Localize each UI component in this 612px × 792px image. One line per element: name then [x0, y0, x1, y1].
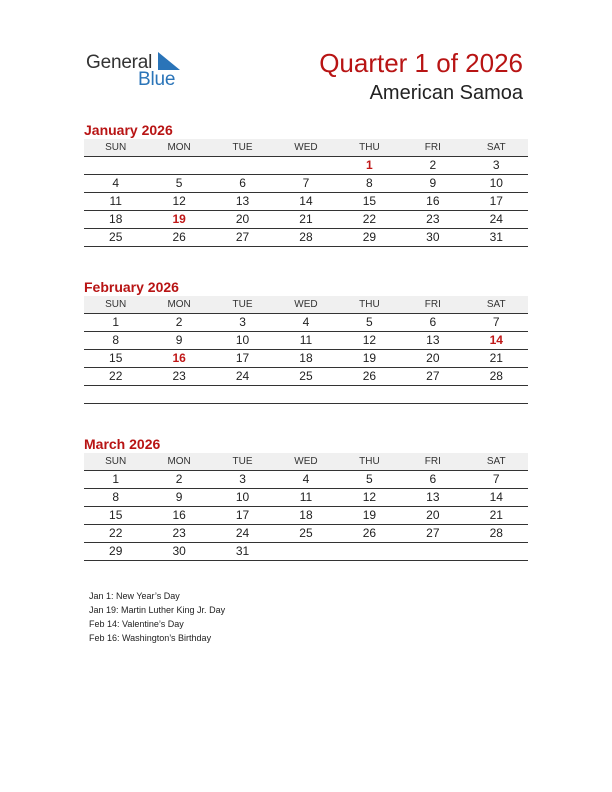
- day-cell: 28: [489, 369, 503, 383]
- day-cell: 8: [112, 333, 120, 347]
- weekday-header: MON: [167, 142, 191, 153]
- day-cell: [274, 543, 337, 560]
- day-cell: 21: [489, 508, 503, 522]
- day-cell: 9: [175, 333, 183, 347]
- month-calendar-january: [84, 121, 528, 247]
- day-cell: 13: [426, 490, 440, 504]
- weekday-header: THU: [359, 299, 380, 310]
- day-cell: 14: [489, 490, 503, 504]
- weekday-header: SUN: [105, 456, 127, 467]
- day-cell: [401, 543, 464, 560]
- day-cell: 17: [235, 351, 250, 365]
- day-cell: 25: [299, 526, 313, 540]
- day-cell: 15: [109, 508, 123, 522]
- week-row: [84, 489, 528, 507]
- logo-blue-text: Blue: [138, 69, 176, 90]
- day-cell: [147, 157, 210, 174]
- day-cell: 24: [235, 526, 250, 540]
- weekday-header: FRI: [424, 456, 441, 467]
- day-cell: [274, 386, 337, 403]
- day-cell: 10: [235, 490, 250, 504]
- day-cell: 17: [489, 194, 503, 208]
- month-title: January 2026: [84, 122, 173, 138]
- day-cell: 6: [429, 472, 437, 486]
- weekday-header: FRI: [424, 299, 441, 310]
- weekday-header: FRI: [424, 142, 441, 153]
- day-cell: 30: [426, 230, 440, 244]
- week-row: [84, 229, 528, 247]
- day-cell: 11: [299, 333, 313, 347]
- day-cell: 30: [172, 544, 186, 558]
- day-cell: 17: [235, 508, 250, 522]
- day-cell: [465, 386, 528, 403]
- day-cell: [401, 386, 464, 403]
- holiday-note: Jan 19: Martin Luther King Jr. Day: [89, 605, 226, 615]
- holiday-day-cell: 1: [366, 158, 373, 172]
- day-cell: 29: [109, 544, 123, 558]
- month-title: February 2026: [84, 279, 179, 295]
- weekday-header: SUN: [105, 299, 127, 310]
- day-cell: 8: [366, 176, 373, 190]
- day-cell: 22: [109, 526, 123, 540]
- day-cell: 15: [109, 351, 123, 365]
- day-cell: 28: [299, 230, 313, 244]
- day-cell: 31: [489, 230, 503, 244]
- week-row: [84, 157, 528, 175]
- day-cell: 23: [426, 212, 440, 226]
- day-cell: 5: [366, 472, 373, 486]
- day-cell: 27: [426, 526, 440, 540]
- day-cell: 13: [426, 333, 440, 347]
- day-cell: 20: [426, 508, 440, 522]
- day-cell: 21: [299, 212, 313, 226]
- day-cell: 8: [112, 490, 120, 504]
- day-cell: 10: [489, 176, 503, 190]
- weekday-header: WED: [294, 456, 318, 467]
- day-cell: 28: [489, 526, 503, 540]
- day-cell: 9: [175, 490, 183, 504]
- week-row: [84, 332, 528, 350]
- day-cell: [211, 386, 274, 403]
- day-cell: 14: [299, 194, 313, 208]
- day-cell: 22: [362, 212, 377, 226]
- logo-general-text: General: [86, 52, 153, 73]
- week-row: [84, 543, 528, 561]
- day-cell: 13: [235, 194, 250, 208]
- week-row: [84, 386, 528, 404]
- weekday-header: TUE: [232, 299, 253, 310]
- day-cell: 12: [362, 333, 377, 347]
- day-cell: 10: [235, 333, 250, 347]
- day-cell: 24: [235, 369, 250, 383]
- week-row: [84, 368, 528, 386]
- day-cell: 31: [235, 544, 250, 558]
- day-cell: 5: [175, 176, 183, 190]
- week-row: [84, 211, 528, 229]
- day-cell: 26: [362, 526, 377, 540]
- weekday-header: MON: [167, 299, 191, 310]
- day-cell: 4: [302, 472, 310, 486]
- day-cell: 26: [172, 230, 186, 244]
- day-cell: 20: [426, 351, 440, 365]
- week-row: [84, 507, 528, 525]
- weekday-header-row: [84, 296, 528, 314]
- weekday-header-row: [84, 139, 528, 157]
- day-cell: 1: [112, 315, 120, 329]
- day-cell: [211, 157, 274, 174]
- day-cell: [84, 157, 147, 174]
- holiday-note: Feb 14: Valentine’s Day: [89, 619, 184, 629]
- page-subtitle: American Samoa: [369, 82, 523, 104]
- day-cell: 27: [426, 369, 440, 383]
- week-row: [84, 350, 528, 368]
- day-cell: 6: [429, 315, 437, 329]
- day-cell: 16: [172, 508, 186, 522]
- weekday-header: WED: [294, 299, 318, 310]
- weekday-header: THU: [359, 142, 380, 153]
- day-cell: 21: [489, 351, 503, 365]
- week-row: [84, 175, 528, 193]
- day-cell: 7: [302, 176, 310, 190]
- day-cell: 4: [302, 315, 310, 329]
- weekday-header: WED: [294, 142, 318, 153]
- logo-triangle-icon: [158, 52, 180, 70]
- month-calendar-march: [84, 435, 528, 561]
- page-title: Quarter 1 of 2026: [319, 48, 523, 78]
- day-cell: 2: [429, 158, 437, 172]
- holiday-day-cell: 14: [489, 333, 503, 347]
- month-title: March 2026: [84, 436, 161, 452]
- day-cell: [338, 386, 401, 403]
- week-row: [84, 193, 528, 211]
- day-cell: 1: [112, 472, 120, 486]
- day-cell: 18: [299, 351, 313, 365]
- weekday-header: SAT: [486, 299, 506, 310]
- weekday-header: THU: [359, 456, 380, 467]
- day-cell: 20: [235, 212, 250, 226]
- day-cell: [465, 543, 528, 560]
- day-cell: [84, 386, 147, 403]
- weekday-header-row: [84, 453, 528, 471]
- month-calendar-february: [84, 278, 528, 404]
- day-cell: 3: [239, 315, 246, 329]
- day-cell: 19: [362, 351, 377, 365]
- day-cell: 11: [299, 490, 313, 504]
- weekday-header: TUE: [232, 142, 253, 153]
- day-cell: 12: [172, 194, 186, 208]
- day-cell: 23: [172, 369, 186, 383]
- day-cell: 7: [492, 472, 500, 486]
- generalblue-logo: [86, 52, 196, 92]
- day-cell: 7: [492, 315, 500, 329]
- day-cell: [147, 386, 210, 403]
- day-cell: 4: [112, 176, 120, 190]
- holiday-notes: [89, 589, 225, 645]
- week-row: [84, 471, 528, 489]
- day-cell: 6: [239, 176, 246, 190]
- day-cell: 3: [492, 158, 500, 172]
- day-cell: 18: [299, 508, 313, 522]
- day-cell: 23: [172, 526, 186, 540]
- day-cell: [338, 543, 401, 560]
- day-cell: 12: [362, 490, 377, 504]
- week-row: [84, 314, 528, 332]
- day-cell: 19: [362, 508, 377, 522]
- weekday-header: MON: [167, 456, 191, 467]
- day-cell: 11: [109, 194, 122, 208]
- day-cell: 29: [362, 230, 377, 244]
- day-cell: 18: [109, 212, 123, 226]
- day-cell: 2: [175, 315, 183, 329]
- day-cell: 5: [366, 315, 373, 329]
- weekday-header: SAT: [486, 456, 506, 467]
- day-cell: 3: [239, 472, 246, 486]
- week-row: [84, 525, 528, 543]
- weekday-header: SAT: [486, 142, 506, 153]
- day-cell: 22: [109, 369, 123, 383]
- day-cell: 9: [429, 176, 437, 190]
- day-cell: 15: [362, 194, 377, 208]
- holiday-day-cell: 19: [172, 212, 186, 226]
- holiday-note: Jan 1: New Year’s Day: [89, 591, 180, 601]
- day-cell: 25: [109, 230, 123, 244]
- day-cell: 25: [299, 369, 313, 383]
- day-cell: 26: [362, 369, 377, 383]
- day-cell: 16: [426, 194, 440, 208]
- day-cell: 27: [235, 230, 250, 244]
- holiday-note: Feb 16: Washington’s Birthday: [89, 633, 212, 643]
- day-cell: 24: [489, 212, 503, 226]
- weekday-header: SUN: [105, 142, 127, 153]
- day-cell: [274, 157, 337, 174]
- day-cell: 2: [175, 472, 183, 486]
- weekday-header: TUE: [232, 456, 253, 467]
- holiday-day-cell: 16: [172, 351, 186, 365]
